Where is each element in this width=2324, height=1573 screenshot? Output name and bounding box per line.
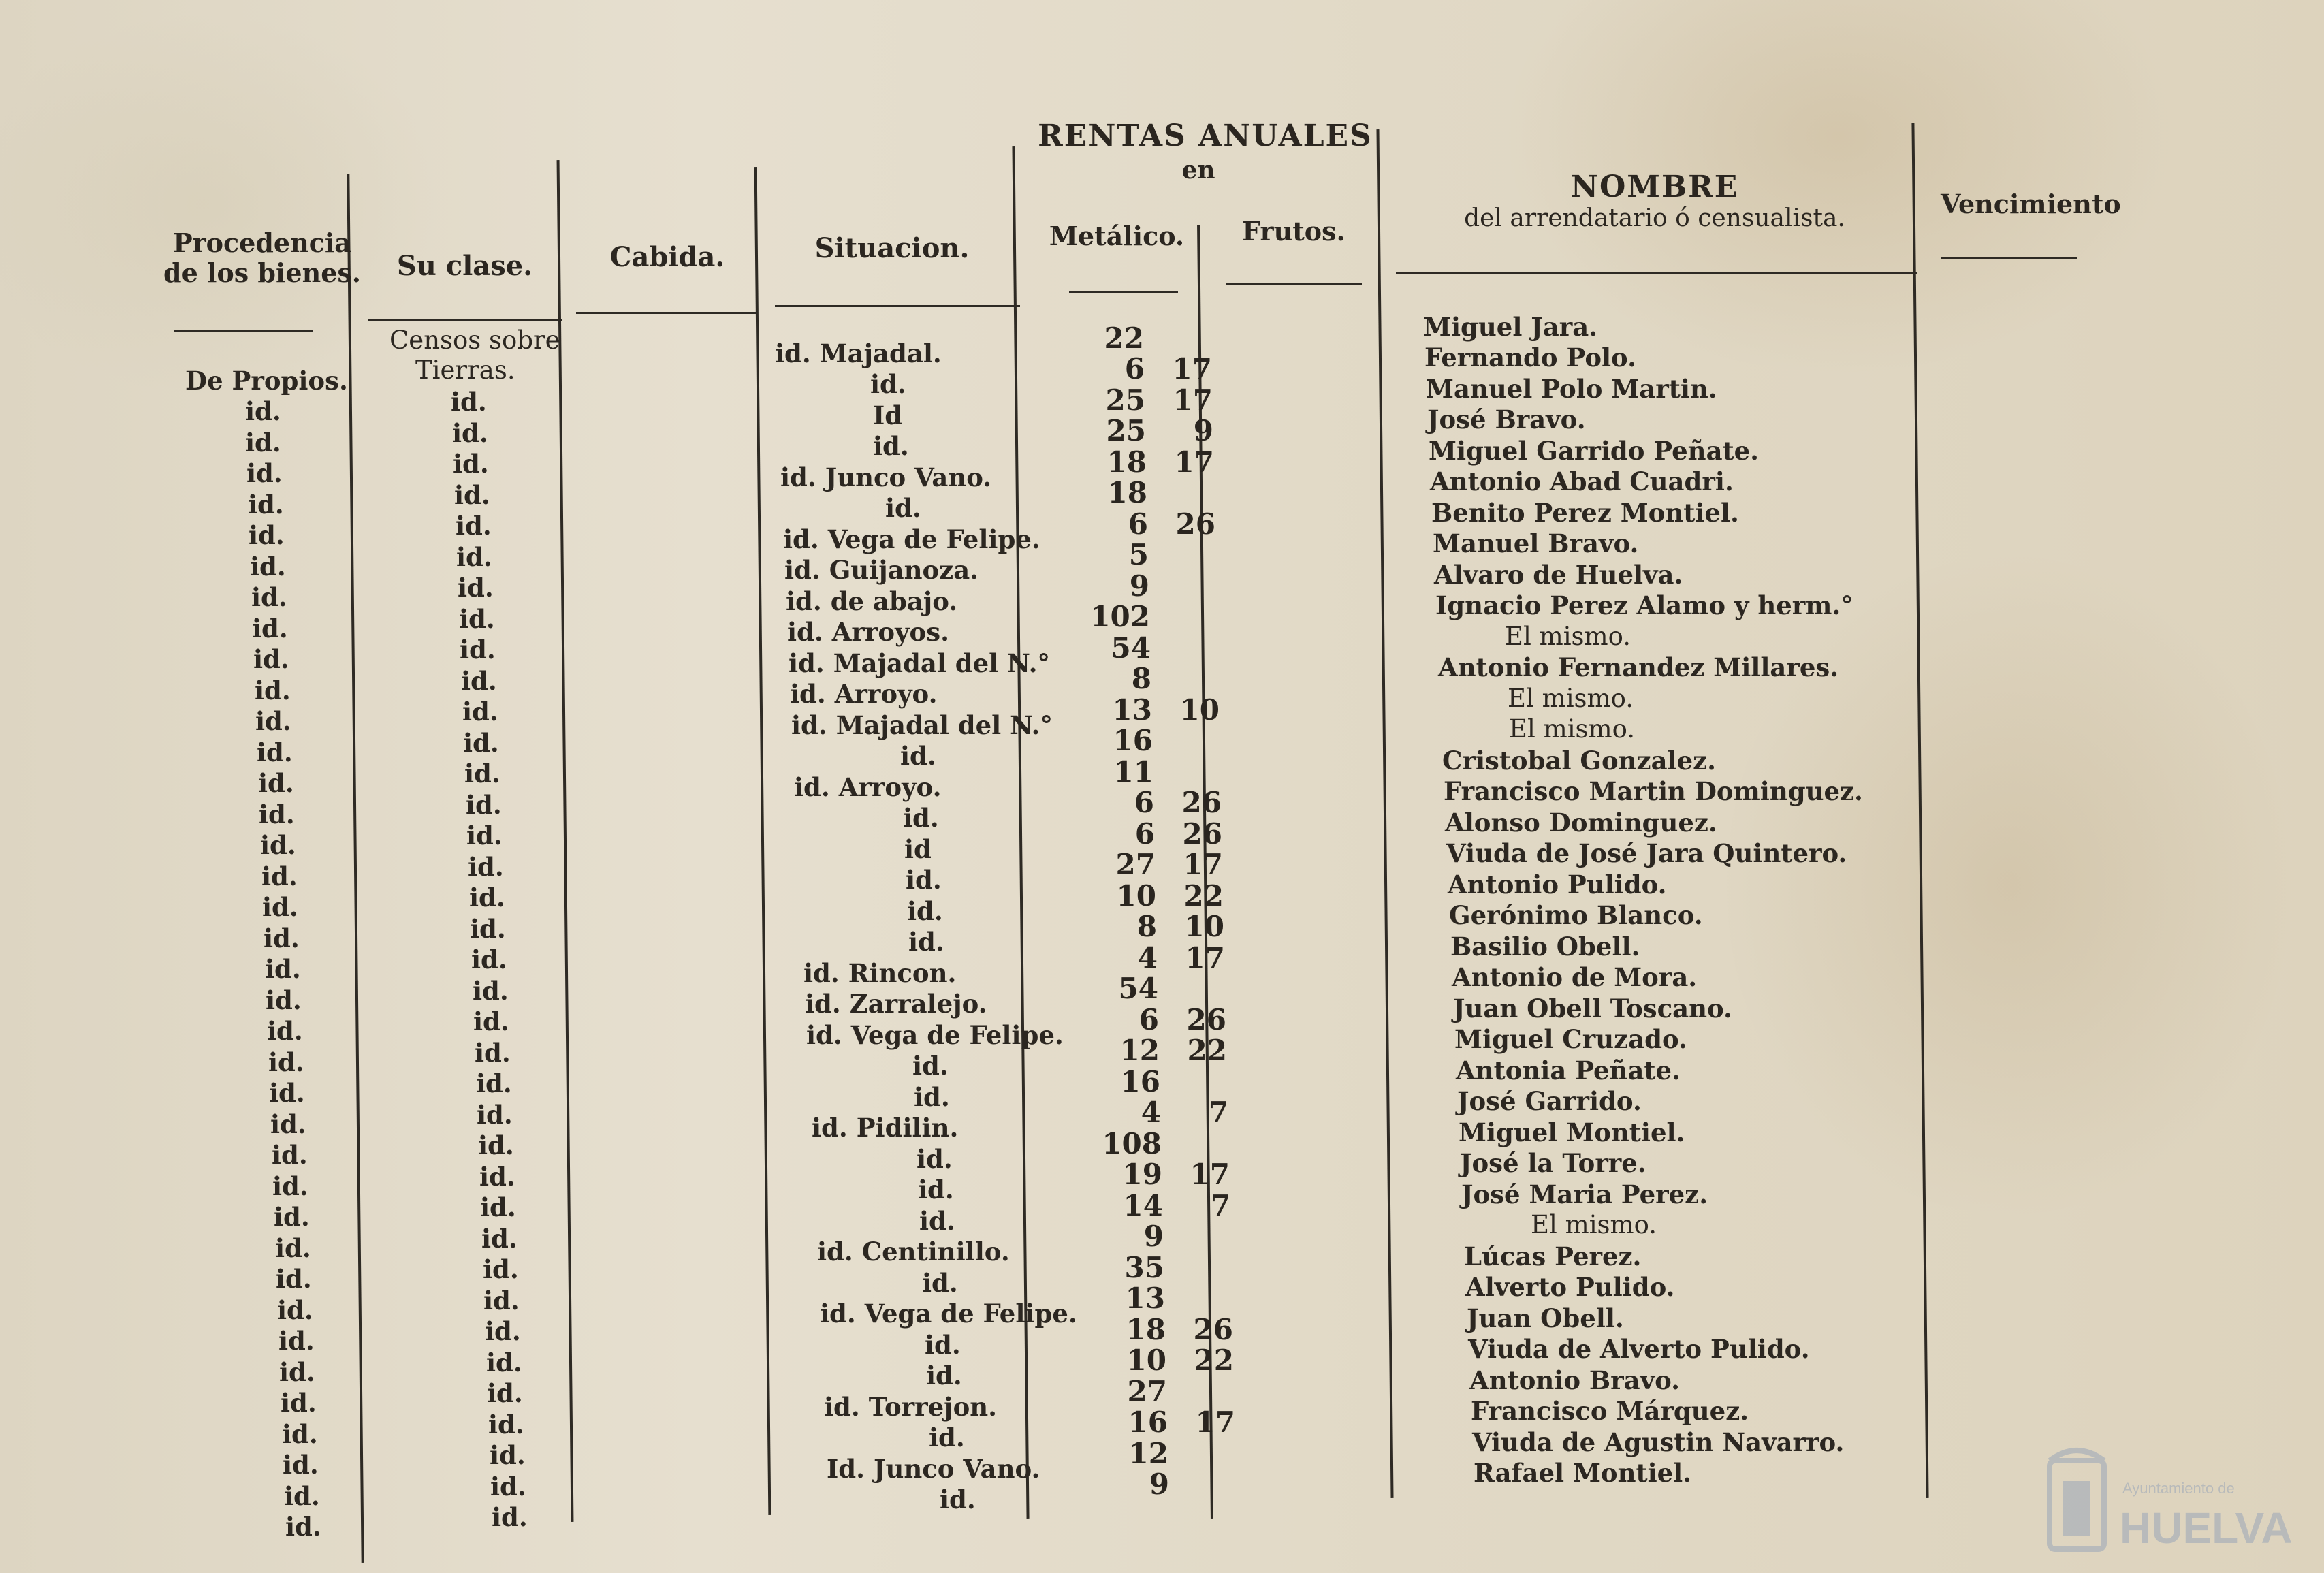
procedencia-cell: id. [259, 799, 295, 829]
situacion-cell: id. Centinillo. [817, 1237, 1010, 1267]
nombre-cell: Antonio de Mora. [1452, 962, 1698, 992]
header-nombre-sub: del arrendatario ó censualista. [1464, 204, 1845, 232]
column-rule [754, 167, 771, 1515]
nombre-cell: Antonio Pulido. [1448, 870, 1667, 900]
nombre-cell: El mismo. [1505, 622, 1631, 651]
procedencia-cell: De Propios. [185, 366, 348, 396]
procedencia-cell: id. [251, 582, 287, 612]
clase-cell: id. [479, 1162, 515, 1192]
situacion-cell: id. [870, 369, 906, 399]
situacion-cell: id. [925, 1330, 961, 1360]
situacion-cell: id. Majadal del N.° [789, 648, 1050, 678]
procedencia-cell: id. [268, 1047, 304, 1077]
metalico-sub: 17 [1195, 1405, 1235, 1439]
situacion-cell: id. [900, 741, 936, 771]
clase-cell: id. [463, 728, 499, 758]
nombre-cell: Miguel Jara. [1423, 312, 1598, 342]
header-vencimiento: Vencimiento [1941, 189, 2121, 219]
situacion-cell: id. Pidilin. [812, 1113, 959, 1143]
clase-cell: id. [490, 1472, 526, 1502]
metalico-units: 10 [1116, 879, 1156, 912]
nombre-cell: El mismo. [1508, 684, 1634, 713]
procedencia-cell: id. [267, 1016, 303, 1046]
clase-cell: id. [487, 1378, 523, 1408]
metalico-units: 25 [1105, 383, 1145, 417]
procedencia-cell: id. [257, 737, 293, 767]
metalico-units: 13 [1112, 693, 1152, 727]
procedencia-cell: id. [277, 1295, 313, 1325]
clase-cell: id. [470, 914, 506, 944]
clase-cell: id. [475, 1038, 511, 1068]
procedencia-cell: id. [279, 1357, 315, 1387]
procedencia-cell: id. [276, 1264, 312, 1294]
clase-cell: id. [492, 1502, 528, 1532]
nombre-cell: Rafael Montiel. [1474, 1458, 1692, 1488]
procedencia-cell: id. [261, 861, 298, 891]
metalico-units: 14 [1123, 1189, 1163, 1222]
metalico-sub: 26 [1186, 1003, 1226, 1036]
metalico-sub: 26 [1175, 507, 1215, 541]
situacion-cell: id. [940, 1484, 976, 1514]
situacion-cell: id. [912, 1051, 949, 1081]
clase-cell: id. [483, 1286, 520, 1316]
metalico-units: 9 [1143, 1220, 1164, 1253]
situacion-cell: id. [929, 1423, 965, 1452]
metalico-sub: 17 [1173, 383, 1213, 417]
procedencia-cell: id. [282, 1419, 318, 1449]
nombre-cell: Viuda de Alverto Pulido. [1468, 1334, 1810, 1364]
metalico-units: 6 [1124, 352, 1145, 385]
metalico-sub: 22 [1183, 879, 1224, 912]
nombre-cell: El mismo. [1509, 714, 1635, 744]
procedencia-cell: id. [262, 892, 298, 922]
header-frutos: Frutos. [1242, 216, 1346, 247]
nombre-cell: José Bravo. [1427, 404, 1586, 434]
situacion-cell: id. Zarralejo. [805, 989, 987, 1019]
nombre-cell: Miguel Garrido Peñate. [1429, 436, 1760, 466]
clase-cell: id. [466, 821, 503, 851]
situacion-cell: id. [922, 1268, 958, 1298]
clase-cell: id. [469, 883, 505, 912]
metalico-units: 108 [1102, 1127, 1162, 1160]
nombre-cell: Fernando Polo. [1424, 343, 1636, 372]
nombre-cell: Miguel Cruzado. [1454, 1024, 1687, 1054]
clase-cell: id. [456, 542, 492, 572]
clase-cell: id. [473, 1006, 509, 1036]
metalico-sub: 10 [1184, 910, 1224, 943]
metalico-units: 5 [1128, 538, 1149, 571]
procedencia-cell: id. [250, 552, 286, 582]
procedencia-cell: id. [245, 428, 281, 458]
situacion-cell: id. [919, 1206, 955, 1236]
header-rule [576, 312, 757, 314]
header-situacion: Situacion. [814, 232, 970, 264]
header-rule [1941, 257, 2077, 259]
metalico-sub: 10 [1179, 693, 1220, 727]
metalico-units: 8 [1131, 662, 1151, 695]
clase-cell: id. [490, 1440, 526, 1470]
logo-big-text: HUELVA [2120, 1504, 2293, 1553]
metalico-units: 18 [1107, 476, 1147, 509]
clase-cell: id. [459, 604, 495, 634]
metalico-units: 18 [1126, 1313, 1166, 1346]
nombre-cell: Antonia Peñate. [1456, 1055, 1681, 1085]
metalico-units: 6 [1139, 1003, 1159, 1036]
nombre-cell: Gerónimo Blanco. [1449, 900, 1703, 930]
procedencia-cell: id. [269, 1078, 305, 1108]
metalico-units: 102 [1090, 600, 1150, 633]
situacion-cell: id. [926, 1361, 962, 1391]
procedencia-cell: id. [278, 1326, 315, 1356]
nombre-cell: Alvaro de Huelva. [1434, 560, 1683, 590]
procedencia-cell: id. [270, 1109, 306, 1139]
metalico-units: 16 [1128, 1405, 1168, 1439]
nombre-cell: Antonio Bravo. [1469, 1365, 1681, 1395]
nombre-cell: Cristobal Gonzalez. [1442, 746, 1717, 776]
nombre-cell: Viuda de José Jara Quintero. [1446, 838, 1847, 868]
clase-cell: id. [477, 1100, 513, 1130]
header-rentas-en: en [1181, 156, 1215, 185]
situacion-cell: id. [908, 927, 944, 957]
nombre-cell: Antonio Abad Cuadri. [1430, 466, 1734, 496]
procedencia-cell: id. [265, 954, 301, 984]
clase-cell: id. [476, 1068, 512, 1098]
situacion-cell: id. Arroyo. [794, 772, 942, 802]
metalico-units: 4 [1141, 1096, 1161, 1129]
situacion-cell: id. Vega de Felipe. [783, 524, 1040, 554]
nombre-cell: Alonso Dominguez. [1445, 808, 1717, 838]
metalico-units: 18 [1107, 445, 1147, 479]
metalico-units: 22 [1104, 321, 1144, 355]
situacion-cell: id. [885, 493, 921, 523]
metalico-units: 27 [1115, 848, 1156, 881]
nombre-cell: Juan Obell. [1467, 1303, 1624, 1333]
nombre-cell: Manuel Polo Martin. [1426, 374, 1717, 404]
situacion-cell: id. [917, 1144, 953, 1174]
nombre-cell: Viuda de Agustin Navarro. [1472, 1427, 1845, 1457]
metalico-units: 9 [1129, 569, 1149, 603]
metalico-units: 19 [1122, 1158, 1162, 1191]
metalico-sub: 17 [1172, 352, 1212, 385]
metalico-sub: 17 [1174, 445, 1214, 479]
nombre-cell: Manuel Bravo. [1433, 528, 1639, 558]
metalico-units: 35 [1124, 1251, 1164, 1284]
clase-cell: id. [485, 1316, 521, 1346]
situacion-cell: id. [903, 803, 939, 833]
nombre-cell: Alverto Pulido. [1465, 1272, 1675, 1302]
metalico-sub: 26 [1181, 786, 1222, 819]
clase-cell: id. [468, 852, 504, 882]
metalico-sub: 26 [1182, 817, 1222, 851]
situacion-cell: id. Guijanoza. [784, 555, 979, 585]
clase-cell: id. [486, 1348, 522, 1378]
procedencia-cell: id. [284, 1481, 320, 1511]
clase-cell: id. [473, 976, 509, 1006]
procedencia-cell: id. [272, 1171, 308, 1201]
nombre-cell: Francisco Martin Dominguez. [1444, 776, 1863, 806]
logo-small-text: Ayuntamiento de [2122, 1480, 2235, 1497]
nombre-cell: Benito Perez Montiel. [1431, 498, 1739, 528]
metalico-units: 25 [1106, 414, 1146, 447]
procedencia-cell: id. [264, 923, 300, 953]
clase-cell: Tierras. [415, 355, 515, 385]
metalico-sub: 17 [1185, 941, 1225, 974]
header-rentas-title: RENTAS ANUALES [1038, 118, 1373, 153]
situacion-cell: id. Arroyo. [790, 679, 938, 709]
situacion-cell: id. Vega de Felipe. [820, 1299, 1077, 1329]
situacion-cell: id. Rincon. [803, 958, 957, 988]
metalico-units: 54 [1111, 631, 1151, 665]
clase-cell: id. [464, 759, 500, 789]
procedencia-cell: id. [253, 644, 289, 674]
situacion-cell: id [904, 834, 932, 864]
situacion-cell: id. Majadal del N.° [791, 710, 1053, 740]
header-metalico: Metálico. [1049, 221, 1185, 251]
situacion-cell: id. Majadal. [775, 338, 942, 368]
situacion-cell: id. Vega de Felipe. [806, 1020, 1064, 1050]
column-rule [1911, 123, 1928, 1498]
metalico-units: 11 [1113, 755, 1153, 789]
metalico-sub: 17 [1190, 1158, 1230, 1191]
metalico-units: 6 [1128, 507, 1148, 541]
metalico-units: 16 [1120, 1065, 1160, 1098]
nombre-cell: Antonio Fernandez Millares. [1438, 652, 1839, 682]
nombre-cell: Francisco Márquez. [1471, 1396, 1749, 1426]
metalico-units: 13 [1125, 1282, 1165, 1315]
metalico-units: 10 [1126, 1344, 1166, 1377]
nombre-cell: Juan Obell Toscano. [1453, 994, 1732, 1023]
situacion-cell: Id [873, 400, 903, 430]
metalico-units: 4 [1137, 941, 1158, 974]
header-rule [1396, 272, 1917, 274]
procedencia-cell: id. [285, 1512, 321, 1542]
procedencia-cell: id. [283, 1450, 319, 1480]
nombre-cell: El mismo. [1531, 1210, 1657, 1239]
header-rule [1226, 283, 1362, 285]
shield-icon [2039, 1440, 2114, 1556]
procedencia-cell: id. [245, 396, 281, 426]
clase-cell: id. [451, 387, 487, 417]
nombre-cell: Ignacio Perez Alamo y herm.° [1435, 590, 1853, 620]
ayuntamiento-logo [2039, 1440, 2298, 1559]
nombre-cell: José Maria Perez. [1461, 1179, 1708, 1209]
metalico-units: 12 [1128, 1437, 1168, 1470]
clase-cell: id. [456, 511, 492, 541]
procedencia-cell: id. [246, 458, 283, 488]
clase-cell: id. [452, 418, 488, 448]
metalico-units: 27 [1127, 1375, 1167, 1408]
situacion-cell: id. Junco Vano. [780, 462, 992, 492]
clase-cell: id. [454, 480, 490, 510]
situacion-cell: id. [918, 1175, 954, 1205]
situacion-cell: id. [914, 1082, 950, 1112]
clase-cell: id. [460, 635, 496, 665]
procedencia-cell: id. [255, 676, 291, 705]
metalico-sub: 17 [1183, 848, 1223, 881]
metalico-sub: 26 [1193, 1313, 1233, 1346]
column-rule [1376, 129, 1393, 1498]
column-rule [347, 174, 364, 1563]
procedencia-cell: id. [274, 1202, 310, 1232]
situacion-cell: id. [906, 865, 942, 895]
procedencia-cell: id. [266, 985, 302, 1015]
metalico-sub: 7 [1210, 1189, 1230, 1222]
metalico-sub: 22 [1187, 1034, 1227, 1067]
clase-cell: id. [480, 1192, 516, 1222]
nombre-cell: Lúcas Perez. [1464, 1241, 1642, 1271]
clase-cell: id. [462, 697, 498, 727]
clase-cell: id. [471, 944, 507, 974]
header-cabida: Cabida. [609, 241, 725, 273]
situacion-cell: id. Arroyos. [787, 617, 949, 647]
header-procedencia: Procedencia de los bienes. [163, 227, 361, 288]
metalico-units: 6 [1134, 817, 1155, 851]
nombre-cell: José Garrido. [1457, 1086, 1642, 1116]
metalico-units: 16 [1113, 724, 1153, 757]
procedencia-cell: id. [281, 1388, 317, 1418]
clase-cell: id. [483, 1254, 519, 1284]
situacion-cell: id. [873, 431, 909, 461]
procedencia-cell: id. [275, 1233, 311, 1263]
header-clase: Su clase. [396, 250, 533, 282]
metalico-units: 9 [1149, 1467, 1169, 1501]
header-rule [368, 319, 562, 321]
clase-cell: id. [478, 1130, 514, 1160]
procedencia-cell: id. [252, 614, 288, 644]
situacion-cell: id. de abajo. [786, 586, 958, 616]
metalico-units: 8 [1136, 910, 1157, 943]
clase-cell: id. [466, 790, 502, 820]
situacion-cell: id. Torrejon. [824, 1392, 998, 1422]
column-rule [557, 160, 574, 1522]
metalico-units: 12 [1119, 1034, 1160, 1067]
clase-cell: id. [461, 666, 497, 696]
procedencia-cell: id. [258, 768, 294, 798]
procedencia-cell: id. [255, 706, 291, 736]
metalico-sub: 9 [1193, 414, 1213, 447]
procedencia-cell: id. [272, 1140, 308, 1170]
clase-cell: id. [488, 1410, 524, 1440]
nombre-cell: José la Torre. [1460, 1148, 1646, 1178]
nombre-cell: Miguel Montiel. [1459, 1117, 1685, 1147]
header-rule [174, 330, 313, 332]
procedencia-cell: id. [249, 520, 285, 550]
clase-cell: Censos sobre [389, 325, 560, 355]
situacion-cell: id. [907, 896, 943, 926]
header-rule [775, 305, 1020, 307]
clase-cell: id. [458, 573, 494, 603]
clase-cell: id. [453, 449, 489, 479]
header-nombre-title: NOMBRE [1570, 170, 1739, 204]
procedencia-cell: id. [260, 830, 296, 860]
metalico-units: 6 [1134, 786, 1154, 819]
metalico-sub: 22 [1194, 1344, 1234, 1377]
procedencia-cell: id. [248, 490, 284, 520]
metalico-sub: 7 [1208, 1096, 1228, 1129]
situacion-cell: Id. Junco Vano. [827, 1454, 1040, 1484]
clase-cell: id. [481, 1224, 518, 1254]
header-rule [1069, 291, 1178, 293]
nombre-cell: Basilio Obell. [1450, 932, 1640, 962]
metalico-units: 54 [1118, 972, 1158, 1005]
